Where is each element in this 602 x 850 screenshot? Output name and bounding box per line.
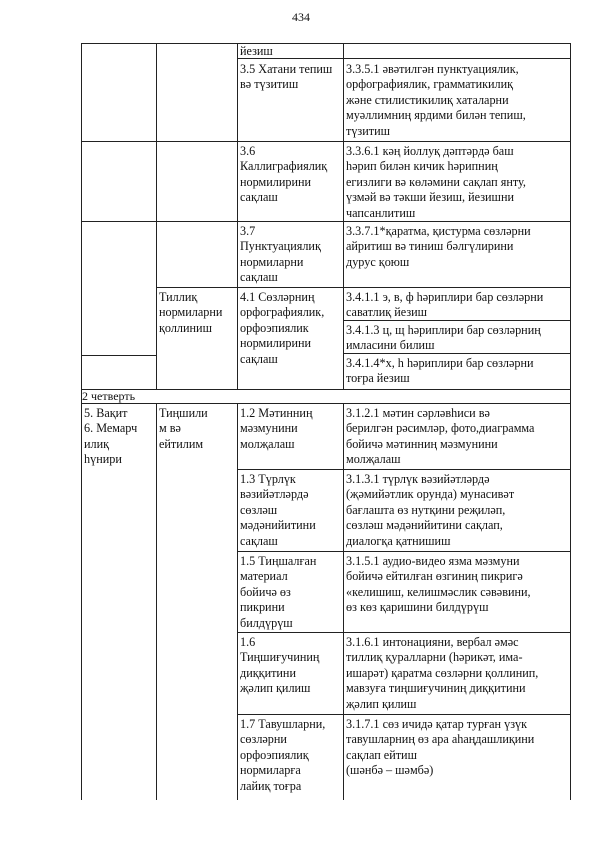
cell-r0-col3: йезиш [240, 44, 273, 58]
cell-r7-col4: 3.1.3.1 түрлүк вәзийәтләрдә (җәмийәтлик орунда) мунасивәт бағлашта өз нутқини реҗиләп, сөзләш мәдәнийитини сақлап, диалогқа қатнишиш [346, 472, 515, 548]
row-divider [237, 714, 571, 715]
cell-r1-col3: 3.5 Хатани тепиш вә түзитиш [240, 62, 333, 92]
cell-r4-col4c: 3.4.1.4*х, һ һәриплири бар сөзләрни тоғра йезиш [346, 356, 534, 386]
cell-r10-col3: 1.7 Тавушларни, сөзләрни орфоэпиялиқ нормиларға лайиқ тоғра [240, 717, 326, 793]
cell-r6-col2: Тиңшили м вә ейтилим [159, 406, 208, 451]
cell-r9-col3: 1.6 Тиңшиғучиниң диққитини җәлип қилиш [240, 635, 320, 696]
cell-r6-col3: 1.2 Мәтинниң мәзмунини молҗалаш [240, 406, 313, 451]
cell-r4-col2: Тиллиқ нормиларни қоллиниш [159, 290, 223, 335]
column-divider-1 [156, 43, 157, 390]
row-divider [81, 355, 157, 356]
cell-r3-col3: 3.7 Пунктуациялиқ нормиларни сақлаш [240, 224, 321, 285]
table-border-left [81, 43, 82, 800]
row-divider [81, 389, 571, 390]
cell-r6-col4: 3.1.2.1 мәтин сәрләвһиси вә берилгән рәсимләр, фото,диаграмма бойичә мәтинниң мәзмунини молҗалаш [346, 406, 535, 467]
cell-r2-col4: 3.3.6.1 кәң йоллуқ дәптәрдә баш һәрип билән кичик һәрипниң егизлиги вә көләмини сақлап янту, үзмәй вә тәкши йезиш, йезишни чапсанлитиш [346, 144, 526, 220]
row-divider [81, 403, 571, 404]
cell-r6-col1: 5. Вақит 6. Мемарч илиқ һүнири [84, 406, 138, 467]
column-divider-1 [156, 403, 157, 800]
cell-r1-col4: 3.3.5.1 әвәтилгән пунктуациялик, орфографиялик, грамматикилиқ жәнe стилистикилиқ хаталарни муәллимниң ярдими билән тепиш, түзитиш [346, 62, 526, 138]
row-divider [237, 632, 571, 633]
cell-r10-col4: 3.1.7.1 сөз ичидә қатар турған үзүк тавушларниң өз ара аһаңдашлиқини сақлап ейтиш (шәнбә – шәмбә) [346, 717, 535, 778]
cell-r8-col3: 1.5 Тиңшалған материал бойичә өз пикрини билдүрүш [240, 554, 317, 630]
cell-r4-col3: 4.1 Сөзләрниң орфографиялик, орфоэпиялик нормилирини сақлаш [240, 290, 325, 366]
cell-r2-col3: 3.6 Каллиграфиялиқ нормилирини сақлаш [240, 144, 328, 205]
cell-r9-col4: 3.1.6.1 интонацияни, вербал әмәс тиллиқ қуралларни (һәрикәт, има- ишарәт) қаратма сөзләрни қоллинип, мавзуға тиңшиғучиниң диққитини җәлип қилиш [346, 635, 539, 711]
column-divider-3 [343, 43, 344, 390]
cell-r7-col3: 1.3 Түрлүк вәзийәтләрдә сөзләш мәдәнийитини сақлаш [240, 472, 316, 548]
cell-r4-col4b: 3.4.1.3 ц, щ һәриплири бар сөзләрниң имласини билиш [346, 323, 541, 353]
quarter-label: 2 четверть [82, 389, 136, 403]
row-divider [237, 551, 571, 552]
row-divider [81, 221, 571, 222]
cell-r8-col4: 3.1.5.1 аудио-видео язма мәзмуни бойичә ейтилған өзгиниң пикригә «келишиш, келишмәслик сәвәвини, өз көз қаришини билдүрүш [346, 554, 531, 615]
page-number: 434 [292, 10, 310, 24]
table-border-right [570, 43, 571, 800]
row-divider [156, 287, 571, 288]
row-divider [237, 469, 571, 470]
cell-r4-col4a: 3.4.1.1 э, в, ф һәриплири бар сөзләрни саватлиқ йезиш [346, 290, 544, 320]
column-divider-3 [343, 403, 344, 800]
cell-r3-col4: 3.3.7.1*қаратма, қистурма сөзләрни айритиш вә тиниш бәлгүлирини дурус қоюш [346, 224, 531, 269]
column-divider-2 [237, 403, 238, 800]
column-divider-2 [237, 43, 238, 390]
row-divider [81, 141, 571, 142]
